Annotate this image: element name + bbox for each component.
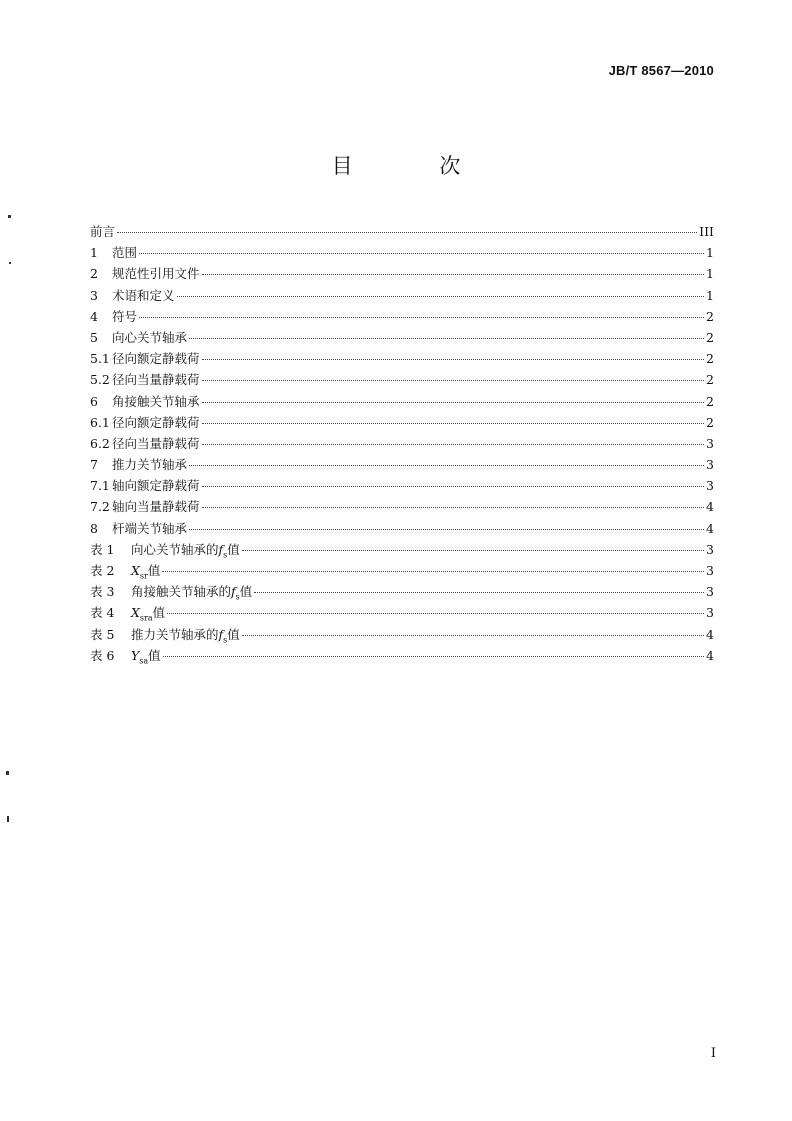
toc-entry[interactable]	[90, 496, 714, 517]
toc-entry-label: 向心关节轴承	[112, 329, 188, 345]
toc-entry[interactable]	[90, 263, 714, 284]
dot-leader	[202, 507, 705, 508]
dot-leader	[254, 592, 704, 593]
toc-entry-number: 表 5	[90, 626, 115, 642]
toc-entry-page: 4	[706, 626, 714, 642]
toc-label-text: 推力关节轴承的	[131, 626, 219, 642]
toc-entry-number: 5	[90, 329, 98, 345]
toc-entry-number: 3	[90, 287, 98, 303]
dot-leader	[189, 529, 704, 530]
toc-entry[interactable]	[90, 391, 714, 412]
toc-entry-page: 2	[706, 308, 714, 324]
toc-entry-number: 表 3	[90, 584, 115, 600]
toc-label-text: 向心关节轴承的	[131, 541, 219, 557]
toc-entry-page: 2	[706, 329, 714, 345]
toc-entry-number: 表 6	[90, 647, 115, 663]
toc-entry-page: 4	[706, 499, 714, 515]
toc-entry-page: 2	[706, 393, 714, 409]
toc-entry-page: 3	[706, 457, 714, 473]
math-subscript: s	[235, 592, 240, 602]
toc-entry-label: 角接触关节轴承	[112, 393, 200, 409]
math-symbol: Y	[131, 647, 140, 663]
toc-entry-number: 5.2	[90, 372, 110, 388]
toc-entry[interactable]	[90, 306, 714, 327]
dot-leader	[162, 571, 704, 572]
toc-entry-page: 3	[706, 584, 714, 600]
toc-entry-page: 1	[706, 287, 714, 303]
toc-entry-page: III	[699, 224, 714, 239]
math-subscript: sra	[139, 613, 153, 623]
table-of-contents	[90, 221, 714, 666]
dot-leader	[139, 253, 704, 254]
toc-entry-page: 1	[706, 266, 714, 282]
dot-leader	[177, 296, 705, 297]
toc-entry[interactable]	[90, 475, 714, 496]
toc-entry[interactable]	[90, 348, 714, 369]
toc-label-text: 值	[239, 584, 253, 600]
toc-entry-number: 8	[90, 520, 98, 536]
toc-entry-page: 3	[706, 605, 714, 621]
toc-entry-label: 径向额定静载荷	[112, 351, 200, 367]
math-subscript: s	[223, 550, 228, 560]
toc-entry-page: 3	[706, 541, 714, 557]
dot-leader	[202, 486, 705, 487]
toc-entry[interactable]	[90, 539, 714, 560]
toc-entry[interactable]	[90, 369, 714, 390]
toc-entry-number: 5.1	[90, 351, 110, 367]
math-symbol: X	[131, 563, 140, 578]
toc-entry-page: 3	[706, 435, 714, 451]
toc-entry-page: 3	[706, 478, 714, 494]
toc-entry-number: 6.2	[90, 435, 110, 451]
toc-entry[interactable]	[90, 242, 714, 263]
dot-leader	[202, 380, 705, 381]
toc-entry-number: 7.2	[90, 499, 110, 515]
toc-entry[interactable]	[90, 624, 714, 645]
toc-entry-page: 2	[706, 414, 714, 430]
scan-mark	[9, 262, 11, 264]
toc-entry-label: 轴向当量静载荷	[112, 499, 200, 515]
toc-entry-page: 2	[706, 351, 714, 367]
toc-entry-number: 6	[90, 393, 98, 409]
scan-mark	[6, 771, 9, 775]
toc-entry-label: 规范性引用文件	[112, 266, 200, 282]
toc-entry-label: 杆端关节轴承	[112, 520, 188, 536]
toc-entry-page: 2	[706, 372, 714, 388]
toc-entry[interactable]	[90, 327, 714, 348]
toc-entry-number: 2	[90, 266, 98, 282]
toc-entry[interactable]	[90, 433, 714, 454]
toc-entry-number: 表 2	[90, 563, 115, 578]
toc-entry[interactable]	[90, 285, 714, 306]
standard-code: JB/T 8567—2010	[608, 63, 714, 78]
dot-leader	[242, 635, 704, 636]
toc-label-text: 值	[227, 541, 240, 557]
toc-entry[interactable]	[90, 454, 714, 475]
toc-entry-label	[131, 645, 161, 672]
math-symbol: f	[231, 584, 236, 600]
math-subscript: s	[223, 635, 228, 645]
scan-mark	[7, 816, 9, 822]
toc-entry-label: 径向当量静载荷	[112, 435, 200, 451]
toc-entry-number: 表 4	[90, 605, 115, 621]
page-number: I	[710, 1046, 716, 1061]
dot-leader	[189, 465, 704, 466]
toc-label-text: 值	[152, 605, 166, 621]
toc-entry-number: 4	[90, 308, 98, 324]
math-symbol: X	[131, 605, 140, 621]
toc-entry-page: 4	[706, 520, 714, 536]
toc-entry[interactable]	[90, 412, 714, 433]
dot-leader	[202, 359, 705, 360]
toc-entry-label: 术语和定义	[112, 287, 175, 303]
math-symbol: f	[218, 541, 224, 557]
dot-leader	[117, 232, 697, 233]
toc-entry-label: 符号	[112, 308, 138, 324]
toc-entry-number: 1	[90, 245, 98, 261]
toc-label-text: 值	[147, 563, 161, 578]
toc-label-text: 角接触关节轴承的	[131, 584, 232, 600]
toc-entry-label: 径向额定静载荷	[112, 414, 200, 430]
math-subscript: sa	[139, 656, 149, 666]
scan-mark	[8, 215, 11, 218]
toc-entry-number: 6.1	[90, 414, 110, 430]
dot-leader	[139, 317, 704, 318]
dot-leader	[167, 613, 704, 614]
toc-entry-page: 3	[706, 563, 714, 578]
dot-leader	[202, 274, 705, 275]
math-symbol: f	[218, 626, 224, 642]
toc-entry-number: 表 1	[90, 541, 115, 557]
toc-entry-label: 轴向额定静载荷	[112, 478, 200, 494]
dot-leader	[202, 402, 705, 403]
math-subscript: sr	[139, 571, 148, 581]
dot-leader	[202, 444, 705, 445]
toc-entry-number: 7	[90, 457, 98, 473]
toc-entry-number: 7.1	[90, 478, 110, 494]
dot-leader	[242, 550, 704, 551]
toc-entry[interactable]	[90, 518, 714, 539]
toc-label-text: 值	[227, 626, 240, 642]
toc-entry[interactable]	[90, 581, 714, 602]
toc-title: 目 次	[331, 154, 501, 178]
dot-leader	[189, 338, 704, 339]
toc-entry-label: 范围	[112, 245, 138, 261]
toc-entry-label: 推力关节轴承	[112, 457, 188, 473]
dot-leader	[163, 656, 704, 657]
toc-entry-label: 前言	[90, 224, 116, 239]
toc-label-text: 值	[148, 647, 161, 663]
toc-entry[interactable]	[90, 221, 714, 242]
toc-entry-page: 1	[706, 245, 714, 261]
toc-entry-page: 4	[706, 647, 714, 663]
dot-leader	[202, 423, 705, 424]
toc-entry-label: 径向当量静载荷	[112, 372, 200, 388]
